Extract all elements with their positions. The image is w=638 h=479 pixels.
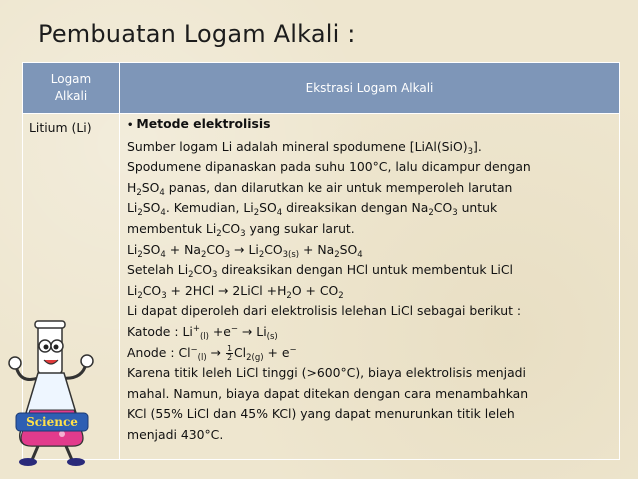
reaction-2: $Li_2CO_3 + 2HCl$ → 2LiCl $+H_2O + CO_2$ <box>127 282 344 301</box>
anode-reaction: Anode : $Cl^-_{(l)}$ → $\frac{1}{2}$ $Cl_{2(g)} + e^-$ <box>127 343 297 363</box>
desc-line-4: $Li_2SO_4$. Kemudian, $Li_2SO_4$ direaksikan dengan $Na_2CO_3$ untuk <box>127 200 498 219</box>
mascot-label: Science <box>26 415 78 429</box>
table-header-row <box>23 63 620 114</box>
desc-line-8: Karena titik leleh LiCl tinggi (>600°C), biaya elektrolisis menjadi <box>127 365 526 381</box>
header-ekstrasi: Ekstrasi Logam Alkali <box>120 63 620 114</box>
desc-line-7: Li dapat diperoleh dari elektrolisis lelehan LiCl sebagai berikut : <box>127 303 522 319</box>
desc-line-1: Sumber logam Li adalah mineral spodumene $[LiAl(SiO)_3]$. <box>127 138 482 157</box>
cathode-reaction: Katode : $Li^+_{(l)} +e^- \to Li_{(s)}$ <box>127 323 278 342</box>
desc-line-3: $H_2SO_4$ panas, dan dilarutkan ke air untuk memperoleh larutan <box>127 179 513 198</box>
header-logam-line: Logam <box>50 72 92 86</box>
half-fraction: $\frac{1}{2}$ <box>226 343 233 362</box>
method-heading <box>127 114 613 137</box>
bullet: • <box>127 120 134 131</box>
alkali-extraction-table <box>22 62 620 460</box>
desc-line-5: membentuk $Li_2CO_3$ yang sukar larut. <box>127 220 355 239</box>
desc-line-10: KCl (55% LiCl dan 45% KCl) yang dapat menurunkan titik leleh <box>127 406 515 422</box>
science-flask-mascot-icon <box>2 318 102 468</box>
table-row <box>23 114 620 460</box>
desc-line-2: Spodumene dipanaskan pada suhu 100°C, lalu dicampur dengan <box>127 159 531 175</box>
desc-line-11: menjadi 430°C. <box>127 426 224 442</box>
method-title: Metode elektrolisis <box>136 116 271 131</box>
metal-name-cell: Litium (Li) <box>23 114 120 460</box>
slide-title: Pembuatan Logam Alkali : <box>38 20 356 48</box>
header-logam-alkali <box>23 63 120 114</box>
desc-line-6: Setelah $Li_2CO_3$ direaksikan dengan HCl untuk membentuk LiCl <box>127 262 513 281</box>
reaction-1: $Li_2SO_4 + Na_2CO_3 \to Li_2CO_{3(s)} + Na_2SO_4$ <box>127 241 363 260</box>
header-alkali-line: Alkali <box>54 89 88 103</box>
desc-line-9: mahal. Namun, biaya dapat ditekan dengan cara menambahkan <box>127 385 529 401</box>
extraction-description-cell <box>120 114 620 460</box>
